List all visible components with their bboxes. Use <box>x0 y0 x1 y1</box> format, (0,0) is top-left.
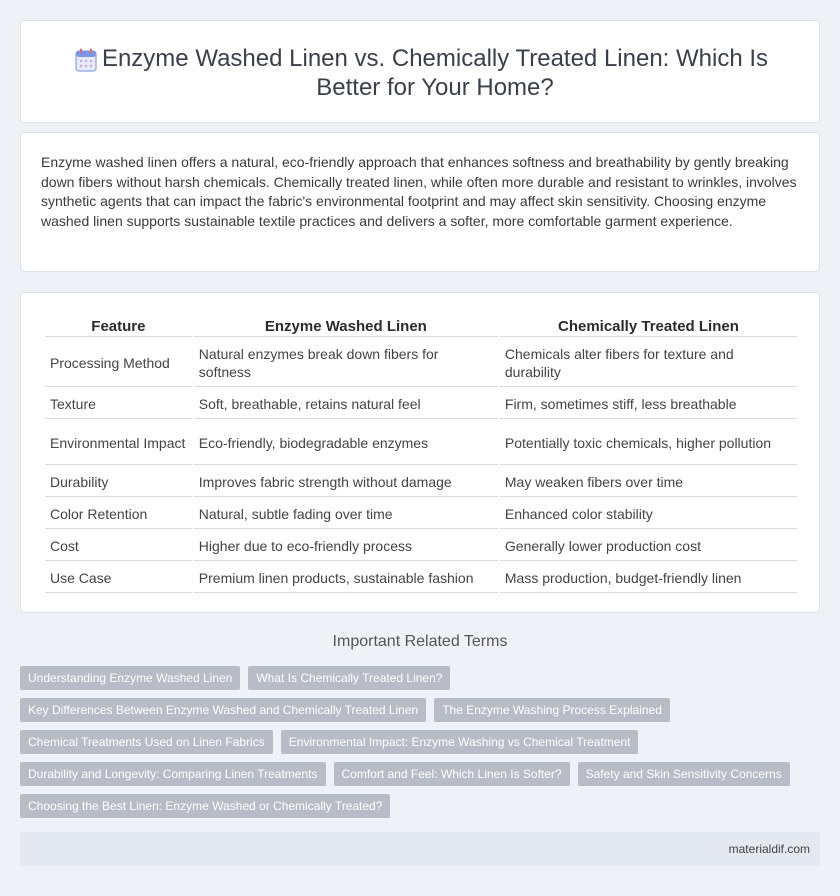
table-cell: Durability <box>45 467 192 497</box>
related-term-link[interactable]: What Is Chemically Treated Linen? <box>248 666 450 690</box>
table-cell: Color Retention <box>45 499 192 529</box>
related-term-link[interactable]: Safety and Skin Sensitivity Concerns <box>578 762 790 786</box>
comparison-table-card <box>20 292 820 613</box>
table-header-row <box>45 315 797 337</box>
site-domain[interactable]: materialdif.com <box>728 842 810 856</box>
table-cell: Natural enzymes break down fibers for softness <box>194 339 498 387</box>
table-cell: Improves fabric strength without damage <box>194 467 498 497</box>
table-cell: May weaken fibers over time <box>500 467 797 497</box>
table-row <box>45 339 797 387</box>
table-cell: Use Case <box>45 563 192 593</box>
table-row <box>45 421 797 465</box>
table-cell: Premium linen products, sustainable fashion <box>194 563 498 593</box>
table-cell: Higher due to eco-friendly process <box>194 531 498 561</box>
column-header-chemical: Chemically Treated Linen <box>500 315 797 337</box>
column-header-enzyme: Enzyme Washed Linen <box>194 315 498 337</box>
related-term-link[interactable]: Environmental Impact: Enzyme Washing vs Chemical Treatment <box>281 730 639 754</box>
related-term-link[interactable]: Understanding Enzyme Washed Linen <box>20 666 240 690</box>
table-cell: Firm, sometimes stiff, less breathable <box>500 389 797 419</box>
column-header-feature: Feature <box>45 315 192 337</box>
intro-card <box>20 132 820 272</box>
related-terms-heading: Important Related Terms <box>332 633 508 650</box>
table-cell: Potentially toxic chemicals, higher pollution <box>500 421 797 465</box>
table-cell: Natural, subtle fading over time <box>194 499 498 529</box>
table-row <box>45 389 797 419</box>
table-cell: Soft, breathable, retains natural feel <box>194 389 498 419</box>
related-terms-list <box>20 666 820 826</box>
related-term-link[interactable]: Choosing the Best Linen: Enzyme Washed or Chemically Treated? <box>20 794 390 818</box>
table-cell: Texture <box>45 389 192 419</box>
table-row <box>45 467 797 497</box>
related-term-link[interactable]: Key Differences Between Enzyme Washed and Chemically Treated Linen <box>20 698 426 722</box>
table-cell: Generally lower production cost <box>500 531 797 561</box>
header-card <box>20 20 820 123</box>
table-cell: Cost <box>45 531 192 561</box>
table-cell: Chemicals alter fibers for texture and durability <box>500 339 797 387</box>
intro-paragraph: Enzyme washed linen offers a natural, eco-friendly approach that enhances softness and breathability by gently breaking down fibers without harsh chemicals. Chemically treated linen, while often more durable and resistant to wrinkles, involves synthetic agents that can impact the fabric's environmental footprint and may affect skin sensitivity. Choosing enzyme washed linen supports sustainable textile practices and delivers a softer, more comfortable garment experience. <box>41 154 797 229</box>
table-row <box>45 531 797 561</box>
table-cell: Enhanced color stability <box>500 499 797 529</box>
table-row <box>45 563 797 593</box>
table-cell: Mass production, budget-friendly linen <box>500 563 797 593</box>
table-cell: Eco-friendly, biodegradable enzymes <box>194 421 498 465</box>
table-row <box>45 499 797 529</box>
table-cell: Environmental Impact <box>45 421 192 465</box>
footer <box>20 832 820 866</box>
page-title: Enzyme Washed Linen vs. Chemically Treated Linen: Which Is Better for Your Home? <box>101 45 769 101</box>
related-term-link[interactable]: Durability and Longevity: Comparing Linen Treatments <box>20 762 326 786</box>
related-term-link[interactable]: Chemical Treatments Used on Linen Fabrics <box>20 730 273 754</box>
table-cell: Processing Method <box>45 339 192 387</box>
related-term-link[interactable]: Comfort and Feel: Which Linen Is Softer? <box>334 762 570 786</box>
comparison-table <box>43 313 799 595</box>
related-term-link[interactable]: The Enzyme Washing Process Explained <box>434 698 670 722</box>
